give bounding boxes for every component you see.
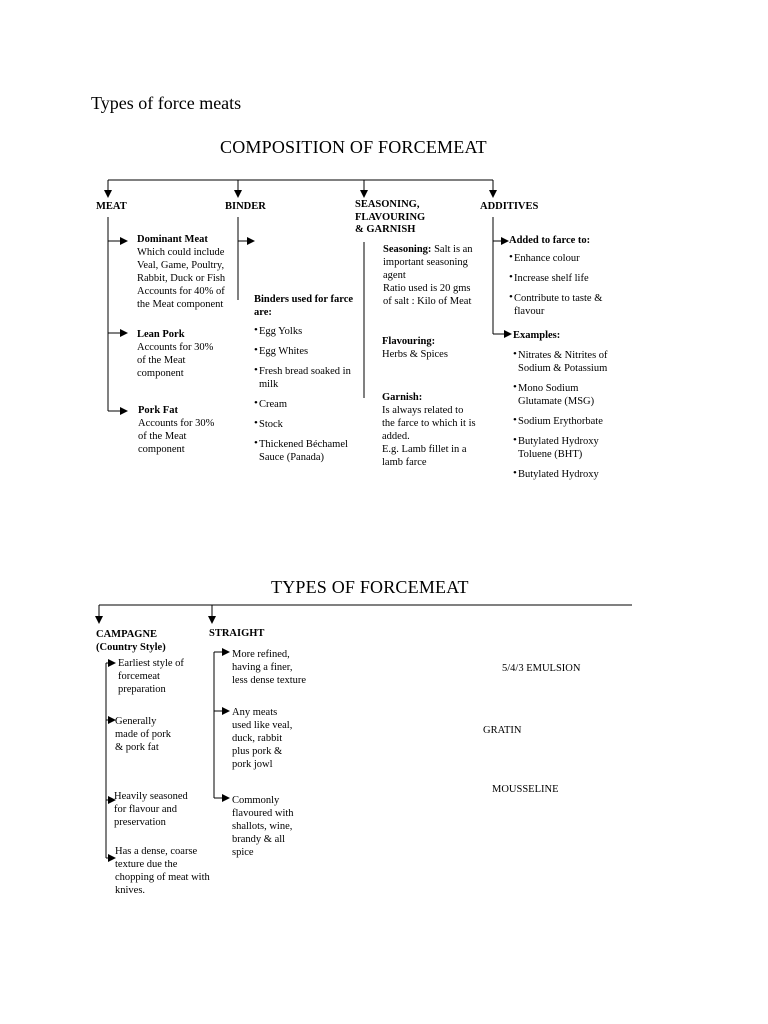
pork-fat-text: Accounts for 30% of the Meat component [138,418,215,455]
garnish-title: Garnish: [382,392,423,403]
seasoning-header-line-3: & GARNISH [355,224,416,235]
campagne-item: Earliest style of forcemeat preparation [118,658,184,695]
meat-header: MEAT [96,201,127,212]
seasoning-text [383,243,479,282]
example-item: • Mono Sodium Glutamate (MSG) [513,382,623,408]
ratio-text: Ratio used is 20 gms of salt : Kilo of Meat [383,283,472,307]
binder-block [254,293,359,471]
example-item: • Nitrates & Nitrites of Sodium & Potassium [513,349,623,375]
campagne-title-line-1: CAMPAGNE [96,629,158,640]
flavouring-text: Herbs & Spices [382,349,448,360]
mousseline-type: MOUSSELINE [492,784,559,795]
example-item: • Butylated Hydroxy [513,468,623,481]
binder-item: • Fresh bread soaked in milk [254,365,359,391]
pork-fat-block [138,404,224,456]
dominant-meat-title: Dominant Meat [137,234,208,245]
added-to-farce-block [509,234,613,325]
binder-item: • Cream [254,398,359,411]
page-title: Types of force meats [91,93,242,113]
garnish-block [382,391,478,469]
binder-header: BINDER [225,201,266,212]
additive-purpose-item: • Contribute to taste & flavour [509,292,613,318]
example-item: • Butylated Hydroxy Toluene (BHT) [513,435,623,461]
straight-title: STRAIGHT [209,628,265,639]
emulsion-type: 5/4/3 EMULSION [502,663,581,674]
flavouring-title: Flavouring: [382,336,436,347]
examples-block [513,329,623,488]
seasoning-description: Salt is an important seasoning agent [383,244,473,281]
campagne-item: Heavily seasoned for flavour and preservation [114,791,188,828]
pork-fat-title: Pork Fat [138,405,178,416]
campagne-item: Generally made of pork & pork fat [115,716,171,753]
campagne-item: Has a dense, coarse texture due the chopping of meat with knives. [115,846,210,896]
straight-item: Commonly flavoured with shallots, wine, brandy & all spice [232,795,294,858]
seasoning-header [355,199,425,237]
composition-title: COMPOSITION OF FORCEMEAT [220,137,487,157]
lean-pork-block [137,328,223,380]
campagne-title [96,628,166,654]
binder-item: • Egg Yolks [254,325,359,338]
straight-item: More refined, having a finer, less dense texture [232,649,307,686]
binder-item: • Thickened Béchamel Sauce (Panada) [254,438,359,464]
dominant-meat-block [137,233,237,311]
additive-purpose-item: • Increase shelf life [509,272,613,285]
example-item: • Sodium Erythorbate [513,415,623,428]
dominant-meat-text: Which could include Veal, Game, Poultry, Rabbit, Duck or Fish Accounts for 40% of the Meat component [137,247,226,310]
additive-purpose-item: • Enhance colour [509,252,613,265]
seasoning-header-line-2: FLAVOURING [355,211,426,223]
garnish-text: Is always related to the farce to which it is added. [382,405,476,442]
campagne-title-line-2: (Country Style) [96,642,166,653]
lean-pork-text: Accounts for 30% of the Meat component [137,342,214,379]
types-title: TYPES OF FORCEMEAT [271,577,469,597]
seasoning-header-line-1: SEASONING, [355,199,420,210]
seasoning-label: Seasoning: [383,244,432,255]
garnish-example: E.g. Lamb fillet in a lamb farce [382,444,467,468]
binder-item: • Egg Whites [254,345,359,358]
binder-title: Binders used for farce are: [254,294,354,318]
additives-header: ADDITIVES [480,201,539,212]
binder-item: • Stock [254,418,359,431]
added-to-farce-title: Added to farce to: [509,235,591,246]
gratin-type: GRATIN [483,725,522,736]
seasoning-block [383,243,479,308]
flavouring-block [382,335,452,361]
examples-title: Examples: [513,330,561,341]
straight-item: Any meats used like veal, duck, rabbit plus pork & pork jowl [232,707,293,770]
lean-pork-title: Lean Pork [137,329,185,340]
